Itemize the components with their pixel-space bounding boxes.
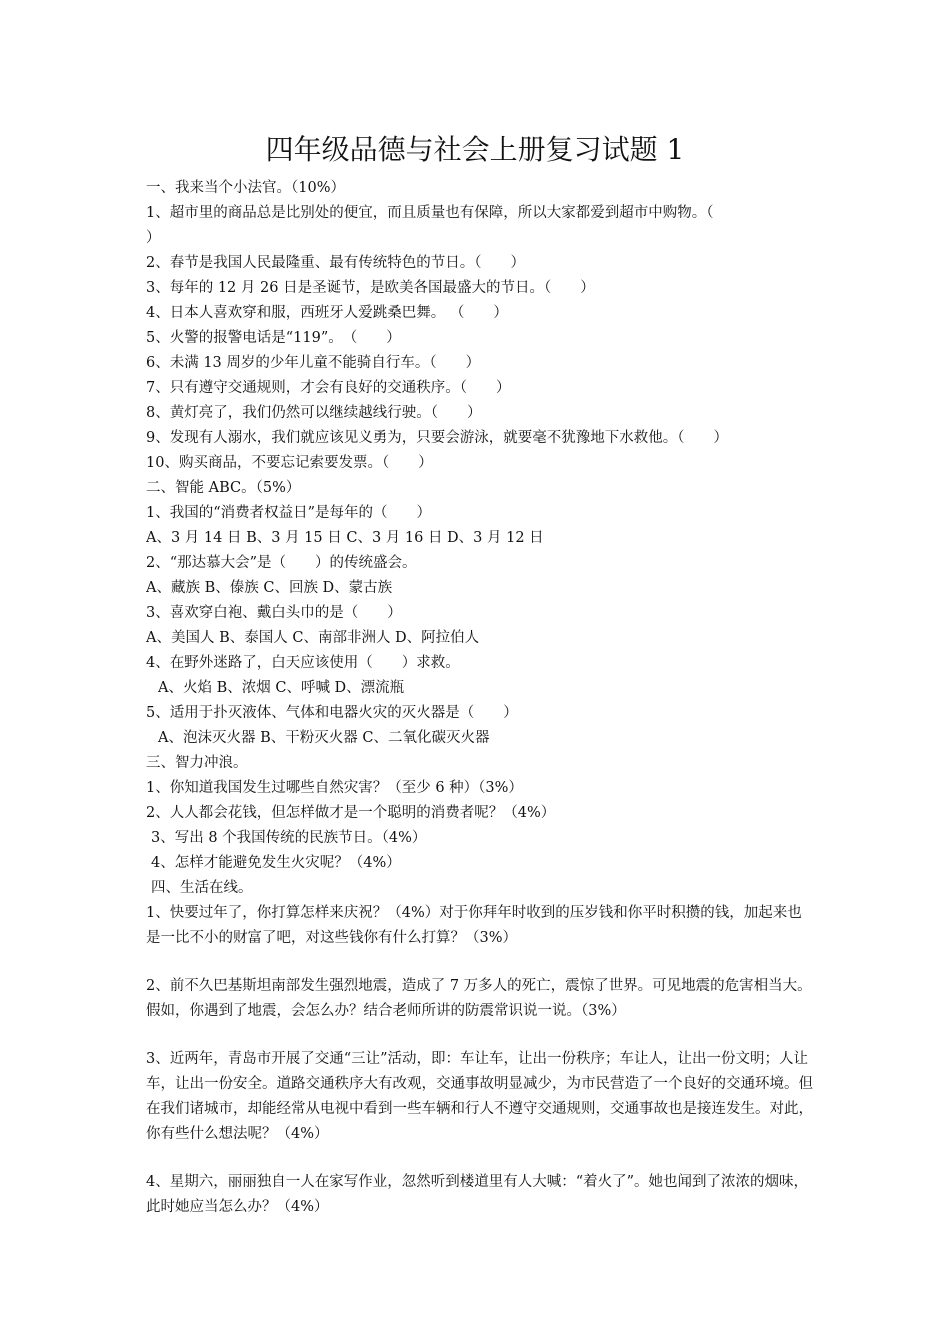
question: 4、日本人喜欢穿和服，西班牙人爱跳桑巴舞。 （ ） [146,305,508,321]
question: 3、喜欢穿白袍、戴白头巾的是（ ） [146,605,402,621]
question: 5、火警的报警电话是“119”。 （ ） [146,330,401,346]
section-heading: 二、智能 ABC。（5%） [146,480,301,496]
question: 7、只有遵守交通规则，才会有良好的交通秩序。（ ） [146,380,511,396]
answer-options: A、3 月 14 日 B、3 月 15 日 C、3 月 16 日 D、3 月 12 日 [146,530,544,546]
question-paragraph: 3、近两年，青岛市开展了交通“三让”活动，即：车让车，让出一份秩序；车让人，让出一份文明；人让车，让出一份安全。道路交通秩序大有改观，交通事故明显减少，为市民营造了一个良好的交通环境。但在我们诸城市，却能经常从电视中看到一些车辆和行人不遵守交通规则，交通事故也是接连发生。对此，你有些什么想法呢？（4%） [146,1051,813,1142]
question: 1、你知道我国发生过哪些自然灾害？（至少 6 种）（3%） [146,780,523,796]
question: 6、未满 13 周岁的少年儿童不能骑自行车。（ ） [146,355,481,371]
question: 1、超市里的商品总是比别处的便宜，而且质量也有保障，所以大家都爱到超市中购物。（ [146,205,714,221]
question-paragraph: 4、星期六，丽丽独自一人在家写作业，忽然听到楼道里有人大喊：“着火了”。她也闻到了浓浓的烟味，此时她应当怎么办？（4%） [146,1174,809,1215]
question-paragraph: 2、前不久巴基斯坦南部发生强烈地震，造成了 7 万多人的死亡，震惊了世界。可见地震的危害相当大。假如，你遇到了地震，会怎么办？结合老师所讲的防震常识说一说。（3%） [146,978,812,1019]
question: 1、我国的“消费者权益日”是每年的（ ） [146,505,432,521]
question: 2、人人都会花钱，但怎样做才是一个聪明的消费者呢？（4%） [146,805,556,821]
question-continuation: ） [146,230,161,246]
question: 5、适用于扑灭液体、气体和电器火灾的灭火器是（ ） [146,705,518,721]
question: 10、购买商品，不要忘记索要发票。（ ） [146,455,433,471]
answer-options: A、火焰 B、浓烟 C、呼喊 D、漂流瓶 [158,680,405,696]
section-heading: 三、智力冲浪。 [146,755,248,771]
document-body [146,176,814,1220]
answer-space [146,1147,814,1170]
question: 2、春节是我国人民最隆重、最有传统特色的节日。（ ） [146,255,525,271]
question: 8、黄灯亮了，我们仍然可以继续越线行驶。（ ） [146,405,482,421]
answer-space [146,1024,814,1047]
question: 4、在野外迷路了，白天应该使用（ ）求救。 [146,655,460,671]
section-heading: 四、生活在线。 [151,880,253,896]
question: 3、写出 8 个我国传统的民族节日。（4%） [151,830,427,846]
question: 3、每年的 12 月 26 日是圣诞节，是欧美各国最盛大的节日。（ ） [146,280,595,296]
answer-options: A、美国人 B、泰国人 C、南部非洲人 D、阿拉伯人 [146,630,480,646]
question-paragraph: 1、快要过年了，你打算怎样来庆祝？（4%）对于你拜年时收到的压岁钱和你平时积攒的钱，加起来也是一比不小的财富了吧，对这些钱你有什么打算？（3%） [146,905,802,946]
page-title: 四年级品德与社会上册复习试题 1 [265,133,685,166]
answer-options: A、泡沫灭火器 B、干粉灭火器 C、二氧化碳灭火器 [158,730,490,746]
answer-space [146,951,814,974]
answer-options: A、藏族 B、傣族 C、回族 D、蒙古族 [146,580,393,596]
question: 2、“那达慕大会”是（ ）的传统盛会。 [146,555,417,571]
question: 4、怎样才能避免发生火灾呢？（4%） [151,855,401,871]
question: 9、发现有人溺水，我们就应该见义勇为，只要会游泳，就要毫不犹豫地下水救他。（ ） [146,430,728,446]
section-heading: 一、我来当个小法官。（10%） [146,180,345,196]
